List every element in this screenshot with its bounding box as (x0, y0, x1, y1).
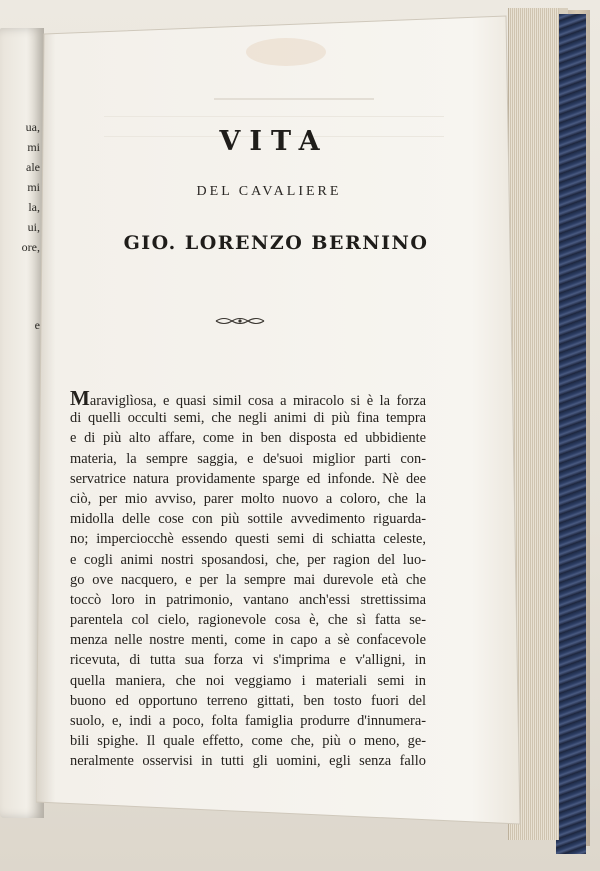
body-text (70, 388, 426, 772)
body-line: parentela col cielo, ragionevole cosa è, che sì fatta se- (70, 612, 426, 629)
body-line: neralmente osservisi in tutti gli uomini, egli senza fallo (70, 753, 426, 770)
left-page-text-fragment: la, (28, 200, 40, 214)
subtitle: DEL CAVALIERE (196, 184, 342, 199)
subject-name: GIO. LORENZO BERNINO (123, 232, 429, 254)
body-line: di quelli occulti semi, che negli animi di più fina tempra (70, 410, 426, 427)
body-line: menza nelle nostre menti, come in capo a sè confacevole (70, 632, 426, 649)
body-line: e di più alto affare, come in ben disposta ed ubbidiente (70, 430, 426, 447)
drop-cap: M (70, 386, 90, 410)
title: VITA (219, 126, 329, 157)
left-page-text-fragment: ua, (25, 120, 40, 134)
left-page-text-fragment: ore, (21, 240, 40, 254)
body-line: quella maniera, che noi veggiamo i materiali semi in (70, 672, 426, 689)
body-line: ciò, per mio avviso, parer molto nuovo a coloro, che la (70, 490, 426, 507)
body-line: materia, la sempre saggia, e de'suoi miglior parti con- (70, 450, 426, 467)
body-line: e cogli animi nostri sposandosi, che, per ragion del luo- (70, 551, 426, 568)
marbled-cover (556, 14, 586, 854)
main-page (44, 16, 514, 818)
left-page-text-fragment: ale (26, 160, 40, 174)
body-line: buono ed opportuno terreno gittati, ben tosto fuori del (70, 692, 426, 709)
body-line-rest: araviglìosa, e quasi simil cosa a miracolo si è la forza (89, 393, 426, 409)
bleed-through-mark (104, 116, 444, 117)
body-line: suolo, e, indi a poco, folta famiglia produrre d'innumera- (70, 713, 426, 729)
body-line: bili spighe. Il quale effetto, come che, più o meno, ge- (70, 733, 426, 750)
body-line: midolla delle cose con più sottile avvedimento riguarda- (70, 511, 426, 528)
left-page-text-fragment: mi (27, 180, 40, 194)
body-line: ricevuta, di tutta sua forza vi s'imprima e v'alligni, in (70, 652, 426, 669)
ornament-icon (214, 315, 266, 327)
left-page-text-fragment: mi (27, 140, 40, 154)
left-page-text-fragment: ui, (27, 220, 40, 234)
body-line: no; imperciocchè essendo questi semi di schiatta celeste, (70, 531, 426, 548)
body-line: servatrice natura providamente sparge ed infonde. Nè dee (70, 470, 426, 487)
body-line: go ove nacquero, e per la sempre mai durevole età che (70, 571, 426, 588)
bleed-through-mark (214, 98, 374, 100)
body-line: toccò loro in patrimonio, vantano anch'essi strettissima (70, 591, 426, 608)
left-page-text-fragment: e (34, 318, 40, 332)
body-line (70, 388, 426, 408)
